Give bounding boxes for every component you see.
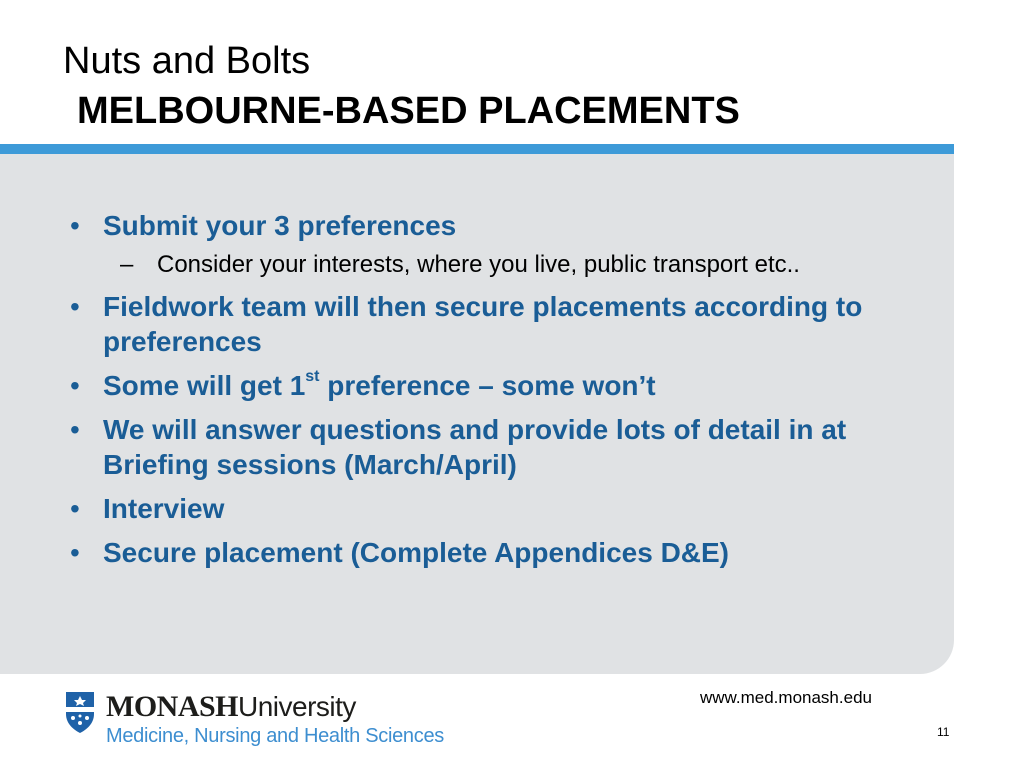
- bullet-text: Submit your 3 preferences: [103, 210, 457, 241]
- sub-item-text: Consider your interests, where you live, public transport etc..: [157, 251, 800, 278]
- ordinal-superscript: st: [305, 367, 320, 385]
- slide-title-line1: Nuts and Bolts: [63, 40, 311, 82]
- bullet-item: [64, 368, 924, 403]
- bullet-dot: •: [70, 370, 80, 401]
- slide-title-line2: MELBOURNE-BASED PLACEMENTS: [77, 90, 740, 132]
- bullet-dot: •: [70, 210, 80, 241]
- title-rule: [0, 144, 954, 154]
- bullet-item: [64, 412, 924, 482]
- brand-regular: University: [238, 691, 356, 722]
- bullet-dot: •: [70, 537, 80, 568]
- bullet-text: We will answer questions and provide lots of detail in at Briefing sessions (March/April): [103, 414, 847, 480]
- bullet-text: Fieldwork team will then secure placements according to preferences: [103, 291, 863, 357]
- sub-dash: –: [120, 251, 134, 278]
- bullet-list: [64, 208, 924, 579]
- faculty-name: Medicine, Nursing and Health Sciences: [106, 725, 444, 747]
- bullet-item: [64, 535, 924, 570]
- monash-crest-icon: [64, 690, 96, 734]
- brand-bold: MONASH: [106, 690, 238, 723]
- bullet-dot: •: [70, 414, 80, 445]
- bullet-text-before: Some will get 1: [103, 370, 306, 401]
- bullet-dot: •: [70, 493, 80, 524]
- bullet-item: [64, 491, 924, 526]
- bullet-item: [64, 208, 924, 280]
- bullet-text: Secure placement (Complete Appendices D&E): [103, 537, 730, 568]
- bullet-item: [64, 289, 924, 359]
- bullet-text: Interview: [103, 493, 225, 524]
- sub-item: [103, 250, 924, 280]
- university-brand: [106, 690, 356, 724]
- page-number: 11: [937, 725, 950, 739]
- bullet-dot: •: [70, 291, 80, 322]
- website-link[interactable]: www.med.monash.edu: [700, 688, 872, 707]
- bullet-text-after: preference – some won’t: [319, 370, 656, 401]
